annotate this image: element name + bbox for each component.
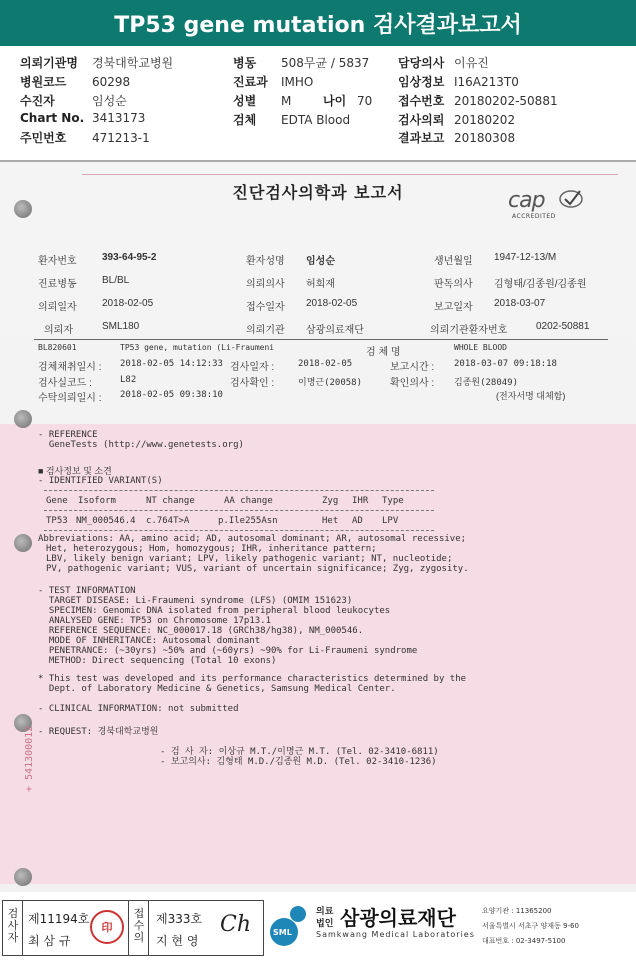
- rule: [44, 490, 434, 491]
- reference-link: GeneTests (http://www.genetests.org): [38, 440, 244, 450]
- field-value: WHOLE BLOOD: [454, 343, 507, 352]
- seal-stamp-icon: 印: [90, 910, 124, 944]
- test-name: TP53 gene, mutation (Li-Fraumeni: [120, 343, 275, 352]
- report-title-bar: [0, 0, 636, 46]
- field-value: 2018-03-07 09:18:18: [454, 359, 557, 369]
- field-label: 생년월일: [434, 256, 473, 267]
- punch-hole: [14, 868, 32, 886]
- text-line: LBV, likely benign variant; LPV, likely pathogenic variant; NT, nucleotide;: [46, 554, 453, 564]
- table-cell: NM_000546.4: [76, 516, 136, 526]
- section-title: ■ 검사정보 및 소견: [38, 466, 112, 476]
- org-prefix: 법인: [316, 919, 334, 929]
- meta-field: 병동 508무균 / 5837: [233, 56, 370, 70]
- column-header: IHR: [352, 496, 369, 506]
- field-value: L82: [120, 375, 137, 385]
- field-value: 이명근(20058): [298, 378, 363, 388]
- org-info: 요양기관 : 11365200: [482, 907, 552, 915]
- field-value: 0202-50881: [536, 321, 590, 332]
- field-value: 1947-12-13/M: [494, 252, 557, 263]
- org-info: 대표번호 : 02-3497-5100: [482, 937, 566, 945]
- field-label: 접수일자: [246, 302, 285, 313]
- meta-field: 수진자 임성순: [20, 94, 127, 108]
- field-label: 진료병동: [38, 279, 77, 290]
- field-value: 임성순: [306, 256, 335, 267]
- scanned-report: [0, 162, 636, 892]
- meta-field: 임상정보 I16A213T0: [398, 75, 519, 89]
- field-label: 보고일자: [434, 302, 473, 313]
- field-value: 393-64-95-2: [102, 252, 157, 263]
- meta-field: 주민번호 471213-1: [20, 131, 150, 145]
- cap-logo-text: cap: [508, 188, 545, 213]
- text-line: PENETRANCE: (~30yrs) ~50% and (~60yrs) ~90% for Li-Fraumeni syndrome: [38, 646, 418, 656]
- footer: [0, 896, 636, 961]
- receiver-name: 지 현 영: [156, 934, 199, 948]
- table-cell: AD: [352, 516, 363, 526]
- field-label: 의뢰기관환자번호: [430, 325, 508, 336]
- column-header: Isoform: [78, 496, 116, 506]
- punch-hole: [14, 410, 32, 428]
- field-value: 삼광의료재단: [306, 325, 364, 336]
- meta-field: 검사의뢰 20180202: [398, 113, 516, 127]
- column-header: AA change: [224, 496, 273, 506]
- field-value: 김종원(28049): [454, 378, 519, 388]
- reporter-line: - 보고의사: 김형태 M.D./김종원 M.D. (Tel. 02-3410-1236): [160, 757, 437, 767]
- org-name: 삼광의료재단: [340, 906, 456, 930]
- field-value: 2018-02-05 14:12:33: [120, 359, 223, 369]
- field-label: 의뢰자: [44, 325, 73, 336]
- field-label: 검사일자 :: [230, 362, 275, 373]
- text-line: TARGET DISEASE: Li-Fraumeni syndrome (LFS) (OMIM 151623): [38, 596, 353, 606]
- meta-field: 담당의사 이유진: [398, 56, 489, 70]
- text-line: MODE OF INHERITANCE: Autosomal dominant: [38, 636, 261, 646]
- field-value: 허희재: [306, 279, 335, 290]
- meta-field: 진료과 IMHO: [233, 75, 314, 89]
- field-label: 검 체 명: [366, 347, 401, 358]
- report-doc-title: 진단검사의학과 보고서: [232, 183, 404, 202]
- column-header: NT change: [146, 496, 195, 506]
- column-header: Zyg: [322, 496, 339, 506]
- field-label: 확인의사 :: [390, 378, 435, 389]
- meta-field: 병원코드 60298: [20, 75, 131, 89]
- text-line: - TEST INFORMATION: [38, 586, 136, 596]
- table-cell: c.764T>A: [146, 516, 190, 526]
- rule: [44, 530, 434, 531]
- text-line: REFERENCE SEQUENCE: NC_000017.18 (GRCh38/hg38), NM_000546.: [38, 626, 364, 636]
- report-title: TP53 gene mutation 검사결과보고서: [114, 12, 522, 38]
- text-line: Dept. of Laboratory Medicine & Genetics, Samsung Medical Center.: [38, 684, 396, 694]
- esign-note: (전자서명 대체함): [496, 391, 566, 401]
- barcode-number: + 541300012: [24, 725, 35, 792]
- text-line: * This test was developed and its performance characteristics determined by the: [38, 674, 467, 684]
- examiner-label: 검사자: [7, 907, 19, 944]
- field-value: 2018-02-05: [102, 298, 154, 309]
- text-line: METHOD: Direct sequencing (Total 10 exons): [38, 656, 277, 666]
- text-line: SPECIMEN: Genomic DNA isolated from peripheral blood leukocytes: [38, 606, 391, 616]
- field-value: 김형태/김종원/김종원: [494, 279, 587, 290]
- clinical-info: - CLINICAL INFORMATION: not submitted: [38, 704, 239, 714]
- field-label: 환자성명: [246, 256, 285, 267]
- meta-field: 의뢰기관명 경북대학교병원: [20, 56, 174, 70]
- org-english-name: Samkwang Medical Laboratories: [316, 930, 475, 939]
- examiner-line: - 검 사 자: 이상규 M.T./이명근 M.T. (Tel. 02-3410-6811): [160, 747, 439, 757]
- field-label: 환자번호: [38, 256, 77, 267]
- reference-heading: - REFERENCE: [38, 430, 98, 440]
- column-header: Type: [382, 496, 404, 506]
- field-label: 의뢰기관: [246, 325, 285, 336]
- field-label: 수탁의뢰일시 :: [38, 393, 102, 404]
- rule: [44, 510, 434, 511]
- field-value: 2018-02-05 09:38:10: [120, 390, 223, 400]
- meta-field: Chart No. 3413173: [20, 111, 146, 125]
- column-header: Gene: [46, 496, 68, 506]
- text-line: PV, pathogenic variant; VUS, variant of uncertain significance; Zyg, zygosity.: [46, 564, 469, 574]
- cap-accredited: ACCREDITED: [512, 213, 556, 220]
- meta-field: 검체 EDTA Blood: [233, 113, 351, 127]
- field-value: 2018-02-05: [306, 298, 358, 309]
- field-value: BL/BL: [102, 275, 130, 286]
- cap-check-icon: [558, 188, 584, 210]
- sml-logo-icon: [268, 902, 308, 952]
- divider: [22, 900, 23, 956]
- field-label: 판독의사: [434, 279, 473, 290]
- table-cell: Het: [322, 516, 339, 526]
- table-cell: p.Ile255Asn: [218, 516, 278, 526]
- receiver-label: 접수의: [133, 907, 145, 944]
- field-value: 2018-02-05: [298, 359, 353, 369]
- cap-logo: [508, 188, 588, 222]
- request-info: - REQUEST: 경북대학교병원: [38, 727, 159, 737]
- text-line: Het, heterozygous; Hom, homozygous; IHR, inheritance pattern;: [46, 544, 377, 554]
- punch-hole: [14, 534, 32, 552]
- org-prefix: 의료: [316, 907, 334, 917]
- divider: [148, 900, 149, 956]
- field-label: 검사실코드 :: [38, 378, 92, 389]
- field-label: 검사확인 :: [230, 378, 275, 389]
- divider: [128, 900, 129, 956]
- field-label: 보고시간 :: [390, 362, 435, 373]
- meta-field: 결과보고 20180308: [398, 131, 516, 145]
- field-label: 검체채취일시 :: [38, 362, 102, 373]
- examiner-license: 제11194호: [28, 912, 90, 926]
- field-label: 의뢰의사: [246, 279, 285, 290]
- meta-field: 접수번호 20180202-50881: [398, 94, 558, 108]
- sml-badge: SML: [273, 928, 292, 937]
- text-line: ANALYSED GENE: TP53 on Chromosome 17p13.1: [38, 616, 271, 626]
- variant-title: - IDENTIFIED VARIANT(S): [38, 476, 163, 486]
- patient-meta: [0, 46, 636, 162]
- top-rule: [82, 174, 618, 175]
- receiver-license: 제333호: [156, 912, 203, 926]
- examiner-name: 최 삼 규: [28, 934, 71, 948]
- rule: [34, 339, 608, 340]
- signature-icon: Ch: [220, 912, 252, 937]
- field-value: SML180: [102, 321, 140, 332]
- org-info: 서울특별시 서초구 양재동 9-60: [482, 922, 579, 930]
- meta-field: 성별 M 나이 70: [233, 94, 373, 108]
- field-value: 2018-03-07: [494, 298, 546, 309]
- table-cell: TP53: [46, 516, 68, 526]
- text-line: Abbreviations: AA, amino acid; AD, autosomal dominant; AR, autosomal recessive;: [38, 534, 467, 544]
- field-label: 의뢰일자: [38, 302, 77, 313]
- test-code: BL820601: [38, 343, 77, 352]
- table-cell: LPV: [382, 516, 399, 526]
